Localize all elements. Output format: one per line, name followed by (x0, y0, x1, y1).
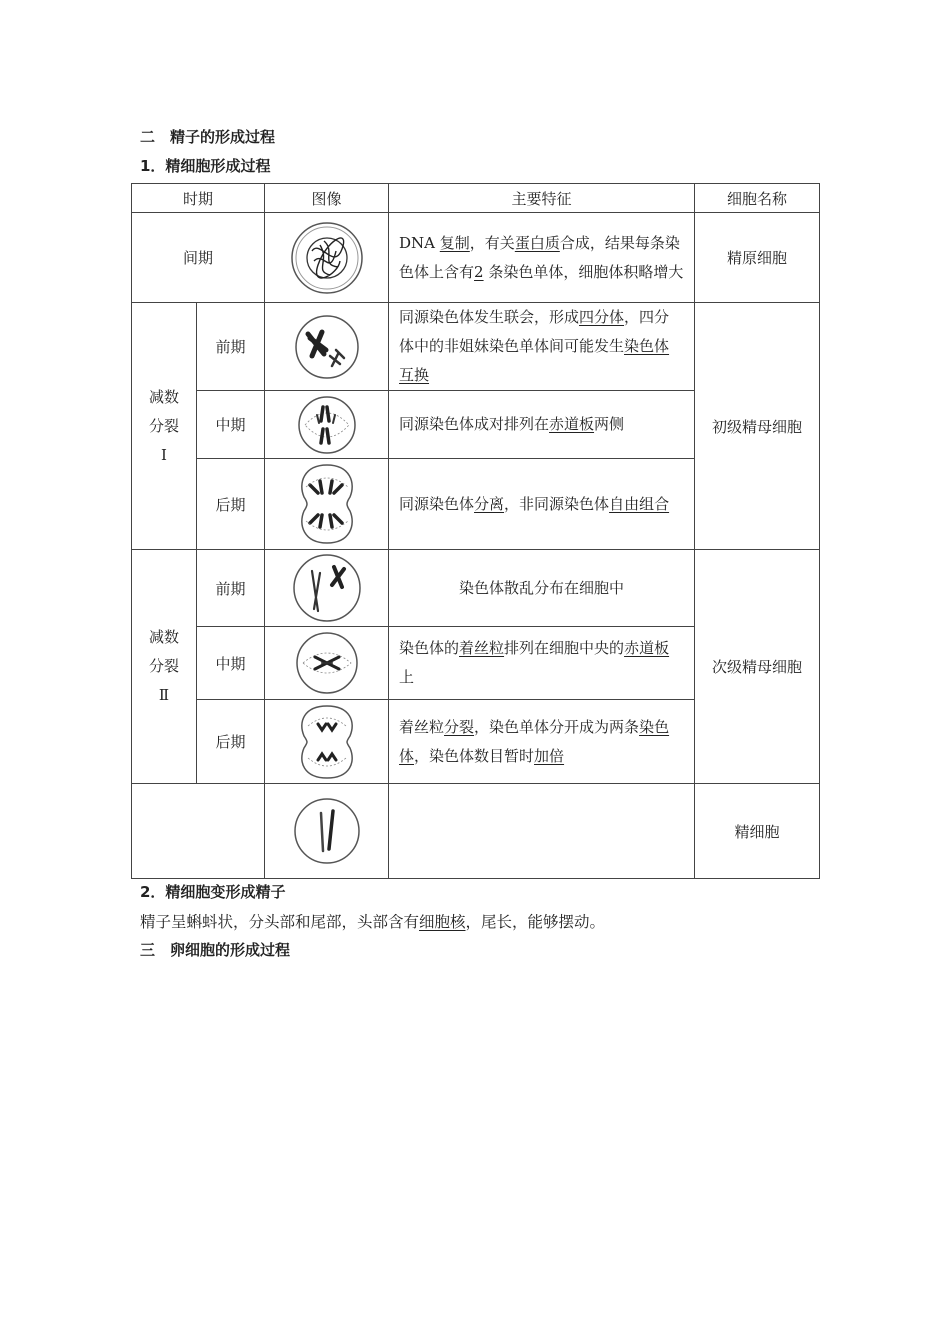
m1-metaphase-image (265, 391, 389, 459)
feature-keyword: 蛋白质 (514, 233, 560, 252)
feature-keyword: 复制 (439, 233, 470, 252)
m1-prophase-cell-icon (294, 314, 360, 380)
m1-metaphase-features (389, 391, 695, 459)
spermatid-cell-icon (293, 797, 361, 865)
table-row-m1-prophase (132, 303, 820, 391)
feature-text: ，染色体数目暂时 (414, 746, 535, 765)
interphase-label: 间期 (132, 213, 265, 303)
feature-keyword: 分离 (474, 494, 505, 513)
spermatogenesis-table (131, 183, 820, 879)
meiosis2-label-line: 分裂 (148, 657, 179, 675)
meiosis1-label-line: Ⅰ (161, 445, 167, 464)
feature-text: 同源染色体 (399, 494, 475, 513)
feature-keyword: 染色体互换 (399, 337, 670, 384)
spermatid-image (265, 784, 389, 879)
table-row-interphase (132, 213, 820, 303)
m2-anaphase-image (265, 700, 389, 784)
table-header-row (132, 184, 820, 213)
header-image: 图像 (265, 184, 389, 213)
meiosis2-label-line: Ⅱ (158, 686, 170, 704)
table-row-m2-prophase (132, 550, 820, 627)
spermatid-features-empty (389, 784, 695, 879)
m1-prophase-features (389, 303, 695, 391)
m2-anaphase-label: 后期 (197, 700, 265, 784)
meiosis1-label-line: 减数 (148, 387, 179, 406)
feature-text: 同源染色体发生联会，形成 (399, 308, 580, 326)
m2-prophase-features: 染色体散乱分布在细胞中 (389, 550, 695, 627)
meiosis2-label-line: 减数 (148, 628, 179, 646)
m2-metaphase-cell-icon (295, 631, 359, 695)
m1-metaphase-cell-icon (297, 395, 357, 455)
m1-prophase-image (265, 303, 389, 391)
meiosis1-cell-name: 初级精母细胞 (695, 303, 820, 550)
sperm-text: ，尾长，能够摆动。 (465, 913, 606, 931)
feature-text: 合成，结果每条染色体上含有 (399, 233, 680, 281)
feature-text: ，四分体中的非姐妹染色单体间可能发生 (399, 308, 670, 355)
meiosis1-label (132, 303, 197, 550)
feature-keyword: 赤道板 (549, 415, 595, 433)
feature-keyword: 分裂 (444, 717, 475, 736)
feature-keyword: 染色体 (399, 717, 670, 765)
meiosis2-cell-name: 次级精母细胞 (695, 550, 820, 784)
header-features: 主要特征 (389, 184, 695, 213)
m2-metaphase-features (389, 627, 695, 700)
m2-prophase-cell-icon (292, 553, 362, 623)
meiosis1-label-line: 分裂 (148, 416, 179, 435)
section2-title: 二 精子的形成过程 (140, 128, 276, 146)
feature-text: ，有关 (469, 233, 515, 252)
interphase-cell-name: 精原细胞 (695, 213, 820, 303)
sperm-keyword: 细胞核 (419, 913, 466, 931)
feature-text: 两侧 (594, 415, 625, 433)
sperm-description (140, 910, 605, 932)
section3-title: 三 卵细胞的形成过程 (140, 941, 291, 959)
feature-keyword: 赤道板 (624, 639, 670, 657)
feature-text: ，染色单体分开成为两条 (474, 717, 640, 736)
header-cell-name: 细胞名称 (695, 184, 820, 213)
m2-prophase-label: 前期 (197, 550, 265, 627)
sperm-text: 精子呈蝌蚪状，分头部和尾部，头部含有 (140, 913, 420, 931)
feature-text: 染色体的 (399, 639, 460, 657)
m1-metaphase-label: 中期 (197, 391, 265, 459)
table-row-spermatid (132, 784, 820, 879)
feature-keyword: 着丝粒 (459, 639, 505, 657)
feature-text: 上 (399, 668, 415, 686)
meiosis2-label (132, 550, 197, 784)
m1-anaphase-features (389, 459, 695, 550)
m1-prophase-label: 前期 (197, 303, 265, 391)
interphase-cell-icon (290, 221, 364, 295)
subsection1-title: 1．精细胞形成过程 (140, 157, 271, 175)
m2-anaphase-cell-icon (296, 702, 358, 782)
feature-keyword: 加倍 (534, 746, 565, 765)
subsection2-title: 2．精细胞变形成精子 (140, 883, 286, 901)
spermatid-period-empty (132, 784, 265, 879)
m2-metaphase-image (265, 627, 389, 700)
interphase-features (389, 213, 695, 303)
feature-text: 条染色单体，细胞体积略增大 (483, 262, 684, 281)
m1-anaphase-cell-icon (296, 461, 358, 547)
spermatid-cell-name: 精细胞 (695, 784, 820, 879)
feature-text: 排列在细胞中央的 (504, 639, 625, 657)
header-period: 时期 (132, 184, 265, 213)
m2-anaphase-features (389, 700, 695, 784)
m1-anaphase-label: 后期 (197, 459, 265, 550)
interphase-image (265, 213, 389, 303)
feature-keyword: 着丝粒 (399, 717, 445, 736)
m1-anaphase-image (265, 459, 389, 550)
m2-metaphase-label: 中期 (197, 627, 265, 700)
feature-keyword: 2 (474, 262, 484, 281)
m2-prophase-image (265, 550, 389, 627)
feature-text: 同源染色体成对排列在 (399, 415, 550, 433)
feature-keyword: 四分体 (579, 308, 625, 326)
feature-keyword: 自由组合 (609, 494, 670, 513)
feature-text: DNA (399, 233, 440, 252)
feature-text: ，非同源染色体 (504, 494, 610, 513)
